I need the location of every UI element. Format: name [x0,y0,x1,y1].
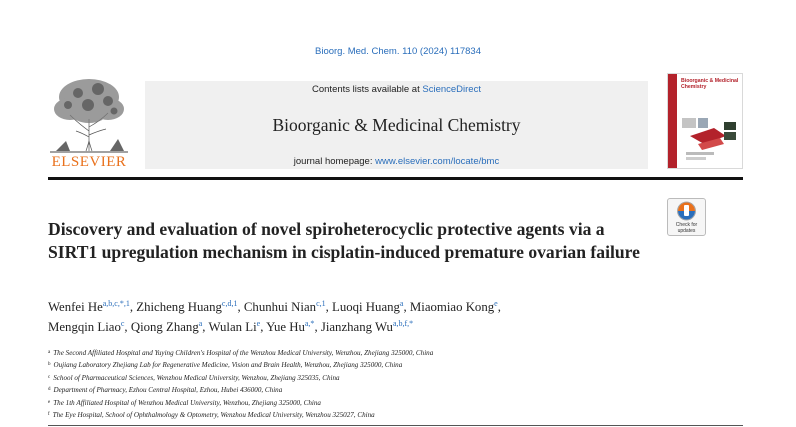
author-name[interactable]: Luoqi Huang [332,300,400,314]
sciencedirect-link[interactable]: ScienceDirect [422,84,481,95]
author-name[interactable]: Jianzhang Wu [320,319,393,334]
journal-title: Bioorganic & Medicinal Chemistry [272,115,521,135]
check-for-updates-button[interactable] [667,198,706,236]
affiliation-mark: a [48,350,51,355]
author-separator: , [325,300,333,314]
affiliation-list [48,347,748,421]
affiliation-mark: f [48,412,50,418]
journal-homepage-link[interactable]: www.elsevier.com/locate/bmc [375,156,500,167]
affiliation-item [48,359,748,371]
author-separator: , [237,300,244,314]
author-name[interactable]: Qiong Zhang [130,319,199,334]
elsevier-logo[interactable] [48,75,130,173]
article-title: Discovery and evaluation of novel spiroheterocyclic protective agents via a SIRT1 upregulation mechanism in cisplatin-induced premature ovarian failure [48,219,640,262]
author-affiliation-marks[interactable]: a,* [304,318,315,328]
affiliation-item [48,397,748,409]
affiliation-text: The Eye Hospital, School of Ophthalmology & Optometry, Wenzhou Medical University, Wenzhou 325027, China [52,411,375,420]
author-separator: , [202,319,209,334]
author-affiliation-marks[interactable]: a [399,299,404,308]
affiliation-item [48,384,748,396]
author-name[interactable]: Wenfei He [48,300,103,314]
author-affiliation-marks[interactable]: e [494,299,498,308]
homepage-prefix: journal homepage: [293,156,376,167]
author-name[interactable]: Chunhui Nian [243,300,317,314]
author-separator: , [497,300,501,314]
author-separator: , [260,319,267,334]
elsevier-tree-icon [48,75,130,153]
author-separator: , [403,300,410,314]
check-for-updates-label: Check for updates [675,222,698,234]
affiliation-mark: b [48,362,51,368]
author-name[interactable]: Yue Hu [266,319,305,334]
author-affiliation-marks[interactable]: c,d,1 [221,299,238,308]
elsevier-wordmark: ELSEVIER [51,154,127,170]
contents-prefix: Contents lists available at [312,84,423,95]
affiliation-text: Department of Pharmacy, Ezhou Central Hospital, Ezhou, Hubei 436000, China [53,386,283,395]
author-affiliation-marks[interactable]: a [198,318,203,328]
affiliation-item [48,409,748,421]
author-separator: , [129,300,137,314]
check-for-updates-icon [668,199,705,223]
author-affiliation-marks[interactable]: c,1 [316,299,326,308]
affiliation-text: School of Pharmaceutical Sciences, Wenzhou Medical University, Wenzhou, Zhejiang 325035, China [53,373,340,382]
journal-cover-thumbnail[interactable] [667,73,743,169]
journal-info-box [145,81,648,169]
author-affiliation-marks[interactable]: e [256,318,261,328]
author-name[interactable]: Wulan Li [208,319,257,334]
affiliation-item [48,372,748,384]
affiliation-item [48,347,748,359]
journal-masthead [48,73,743,175]
affiliation-text: The Second Affiliated Hospital and Yuying Children's Hospital of the Wenzhou Medical University, Wenzhou, Zhejiang 325000, China [53,349,434,357]
homepage-line [145,156,648,167]
cover-spine [668,74,677,169]
affiliation-mark: d [48,387,51,393]
section-divider [48,425,743,426]
author-separator: , [314,319,321,334]
affiliation-mark: e [48,399,51,405]
author-affiliation-marks[interactable]: c [120,318,125,328]
journal-citation-link[interactable]: Bioorg. Med. Chem. 110 (2024) 117834 [315,46,481,57]
author-affiliation-marks[interactable]: a,b,f,* [392,318,414,328]
header-divider [48,177,743,180]
cover-artwork-icon [680,114,740,164]
author-name[interactable]: Zhicheng Huang [136,300,222,314]
affiliation-text: The 1th Affiliated Hospital of Wenzhou Medical University, Wenzhou, Zhejiang 325000, China [53,398,321,407]
author-name[interactable]: Mengqin Liao [48,319,121,334]
affiliation-text: Oujiang Laboratory Zhejiang Lab for Regenerative Medicine, Vision and Brain Health, Wenzhou, Zhejiang 325000, China [53,361,403,370]
author-affiliation-marks[interactable]: a,b,c,*,1 [102,299,130,308]
contents-line [145,84,648,95]
affiliation-mark: c [48,374,51,380]
author-separator: , [124,319,131,334]
author-list [48,298,688,337]
author-name[interactable]: Miaomiao Kong [409,300,495,314]
cover-title: Bioorganic & Medicinal Chemistry [681,78,739,90]
